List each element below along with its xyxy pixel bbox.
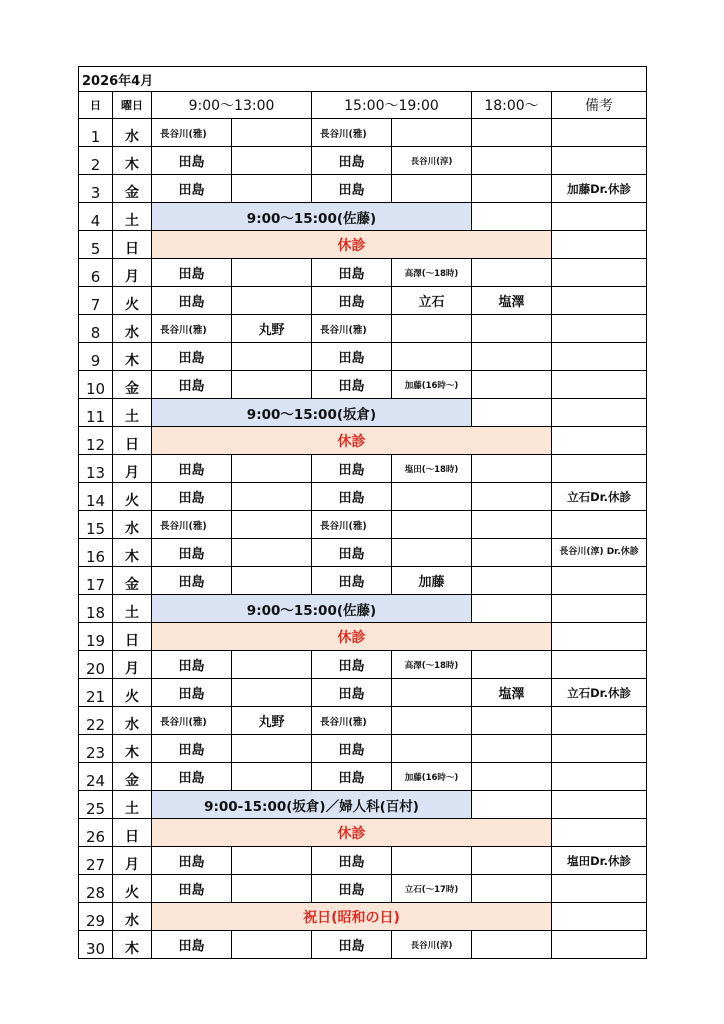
note [552, 399, 647, 427]
evening-doctor [472, 847, 552, 875]
saturday-band: 9:00-15:00(坂倉)／婦人科(百村) [152, 791, 472, 819]
note: 立石Dr.休診 [552, 679, 647, 707]
day-number: 23 [79, 735, 113, 763]
morning-doctor-1: 長谷川(雅) [152, 707, 232, 735]
weekday: 土 [113, 791, 152, 819]
morning-doctor-1: 長谷川(雅) [152, 315, 232, 343]
evening-doctor [472, 119, 552, 147]
morning-doctor-1: 長谷川(雅) [152, 511, 232, 539]
morning-doctor-1: 田島 [152, 875, 232, 903]
note [552, 567, 647, 595]
note [552, 371, 647, 399]
day-number: 10 [79, 371, 113, 399]
note [552, 707, 647, 735]
day-number: 25 [79, 791, 113, 819]
afternoon-doctor-2: 高澤(～18時) [392, 259, 472, 287]
afternoon-doctor-2 [392, 343, 472, 371]
morning-doctor-2 [232, 343, 312, 371]
afternoon-doctor-2: 長谷川(淳) [392, 931, 472, 959]
day-row [79, 399, 647, 427]
day-row [79, 539, 647, 567]
afternoon-doctor-2 [392, 119, 472, 147]
closed-band: 休診 [152, 427, 552, 455]
day-row [79, 735, 647, 763]
afternoon-doctor-2 [392, 511, 472, 539]
note [552, 511, 647, 539]
afternoon-doctor-1: 田島 [312, 483, 392, 511]
day-row [79, 567, 647, 595]
afternoon-doctor-2: 高澤(～18時) [392, 651, 472, 679]
afternoon-doctor-2 [392, 735, 472, 763]
morning-doctor-2 [232, 651, 312, 679]
evening-doctor [472, 875, 552, 903]
day-row [79, 651, 647, 679]
note [552, 231, 647, 259]
day-row [79, 623, 647, 651]
day-number: 6 [79, 259, 113, 287]
afternoon-doctor-2 [392, 175, 472, 203]
note [552, 651, 647, 679]
morning-doctor-2 [232, 875, 312, 903]
note [552, 735, 647, 763]
afternoon-doctor-2 [392, 847, 472, 875]
day-number: 7 [79, 287, 113, 315]
closed-band: 休診 [152, 231, 552, 259]
morning-doctor-2 [232, 511, 312, 539]
evening-doctor [472, 763, 552, 791]
morning-doctor-2 [232, 567, 312, 595]
morning-doctor-1: 田島 [152, 763, 232, 791]
afternoon-doctor-2: 立石(～17時) [392, 875, 472, 903]
afternoon-doctor-2: 加藤(16時～) [392, 763, 472, 791]
morning-doctor-2 [232, 735, 312, 763]
header-afternoon: 15:00～19:00 [312, 92, 472, 119]
saturday-band: 9:00～15:00(佐藤) [152, 595, 472, 623]
day-row [79, 343, 647, 371]
morning-doctor-1: 田島 [152, 847, 232, 875]
afternoon-doctor-1: 田島 [312, 567, 392, 595]
day-row [79, 287, 647, 315]
day-number: 24 [79, 763, 113, 791]
day-number: 21 [79, 679, 113, 707]
weekday: 金 [113, 371, 152, 399]
day-number: 29 [79, 903, 113, 931]
day-number: 15 [79, 511, 113, 539]
evening-doctor [472, 147, 552, 175]
closed-band: 休診 [152, 819, 552, 847]
closed-band: 祝日(昭和の日) [152, 903, 552, 931]
weekday: 水 [113, 707, 152, 735]
day-row [79, 791, 647, 819]
day-number: 2 [79, 147, 113, 175]
weekday: 日 [113, 623, 152, 651]
day-row [79, 763, 647, 791]
day-row [79, 847, 647, 875]
day-row [79, 147, 647, 175]
weekday: 月 [113, 259, 152, 287]
day-number: 1 [79, 119, 113, 147]
weekday: 土 [113, 399, 152, 427]
weekday: 水 [113, 903, 152, 931]
evening-doctor [472, 315, 552, 343]
afternoon-doctor-1: 長谷川(雅) [312, 511, 392, 539]
morning-doctor-2 [232, 539, 312, 567]
note: 加藤Dr.休診 [552, 175, 647, 203]
afternoon-doctor-1: 田島 [312, 679, 392, 707]
afternoon-doctor-1: 長谷川(雅) [312, 119, 392, 147]
morning-doctor-2: 丸野 [232, 707, 312, 735]
header-day: 日 [79, 92, 113, 119]
note: 長谷川(淳) Dr.休診 [552, 539, 647, 567]
evening-doctor [472, 539, 552, 567]
closed-band: 休診 [152, 623, 552, 651]
morning-doctor-2 [232, 455, 312, 483]
weekday: 火 [113, 679, 152, 707]
day-number: 5 [79, 231, 113, 259]
weekday: 水 [113, 119, 152, 147]
afternoon-doctor-2 [392, 679, 472, 707]
evening-doctor: 塩澤 [472, 679, 552, 707]
month-title: 2026年4月 [79, 67, 647, 92]
note [552, 259, 647, 287]
afternoon-doctor-2: 立石 [392, 287, 472, 315]
note [552, 595, 647, 623]
morning-doctor-2 [232, 679, 312, 707]
evening-doctor [472, 203, 552, 231]
note: 塩田Dr.休診 [552, 847, 647, 875]
note [552, 427, 647, 455]
morning-doctor-2 [232, 287, 312, 315]
weekday: 火 [113, 287, 152, 315]
morning-doctor-1: 田島 [152, 931, 232, 959]
schedule-table [78, 66, 647, 959]
weekday: 日 [113, 231, 152, 259]
note [552, 287, 647, 315]
note [552, 875, 647, 903]
weekday: 月 [113, 651, 152, 679]
morning-doctor-2 [232, 147, 312, 175]
day-row [79, 427, 647, 455]
day-row [79, 119, 647, 147]
weekday: 水 [113, 511, 152, 539]
weekday: 日 [113, 819, 152, 847]
morning-doctor-1: 田島 [152, 259, 232, 287]
day-number: 16 [79, 539, 113, 567]
day-number: 20 [79, 651, 113, 679]
day-number: 11 [79, 399, 113, 427]
day-number: 19 [79, 623, 113, 651]
note [552, 315, 647, 343]
note [552, 147, 647, 175]
day-row [79, 511, 647, 539]
day-row [79, 455, 647, 483]
morning-doctor-1: 田島 [152, 483, 232, 511]
morning-doctor-1: 田島 [152, 147, 232, 175]
weekday: 木 [113, 931, 152, 959]
day-number: 12 [79, 427, 113, 455]
afternoon-doctor-1: 田島 [312, 147, 392, 175]
afternoon-doctor-1: 田島 [312, 875, 392, 903]
weekday: 金 [113, 763, 152, 791]
day-number: 28 [79, 875, 113, 903]
day-number: 30 [79, 931, 113, 959]
note [552, 763, 647, 791]
note [552, 903, 647, 931]
afternoon-doctor-2: 長谷川(淳) [392, 147, 472, 175]
morning-doctor-1: 田島 [152, 175, 232, 203]
afternoon-doctor-1: 田島 [312, 371, 392, 399]
afternoon-doctor-1: 田島 [312, 539, 392, 567]
morning-doctor-2 [232, 483, 312, 511]
note [552, 791, 647, 819]
afternoon-doctor-1: 田島 [312, 259, 392, 287]
morning-doctor-2 [232, 763, 312, 791]
day-number: 14 [79, 483, 113, 511]
evening-doctor [472, 511, 552, 539]
header-weekday: 曜日 [113, 92, 152, 119]
evening-doctor [472, 567, 552, 595]
morning-doctor-2 [232, 119, 312, 147]
morning-doctor-1: 田島 [152, 735, 232, 763]
afternoon-doctor-1: 田島 [312, 343, 392, 371]
day-number: 18 [79, 595, 113, 623]
day-row [79, 315, 647, 343]
afternoon-doctor-1: 長谷川(雅) [312, 315, 392, 343]
evening-doctor [472, 343, 552, 371]
weekday: 金 [113, 567, 152, 595]
afternoon-doctor-2 [392, 483, 472, 511]
afternoon-doctor-2: 塩田(～18時) [392, 455, 472, 483]
morning-doctor-1: 田島 [152, 679, 232, 707]
day-row [79, 259, 647, 287]
day-number: 27 [79, 847, 113, 875]
afternoon-doctor-1: 田島 [312, 847, 392, 875]
day-row [79, 819, 647, 847]
morning-doctor-1: 長谷川(雅) [152, 119, 232, 147]
morning-doctor-1: 田島 [152, 567, 232, 595]
day-number: 17 [79, 567, 113, 595]
day-number: 8 [79, 315, 113, 343]
afternoon-doctor-1: 田島 [312, 763, 392, 791]
afternoon-doctor-2 [392, 707, 472, 735]
afternoon-doctor-2: 加藤 [392, 567, 472, 595]
saturday-band: 9:00～15:00(坂倉) [152, 399, 472, 427]
day-row [79, 679, 647, 707]
afternoon-doctor-1: 田島 [312, 651, 392, 679]
weekday: 木 [113, 539, 152, 567]
day-row [79, 707, 647, 735]
afternoon-doctor-2: 加藤(16時～) [392, 371, 472, 399]
day-number: 9 [79, 343, 113, 371]
weekday: 火 [113, 483, 152, 511]
weekday: 土 [113, 595, 152, 623]
saturday-band: 9:00～15:00(佐藤) [152, 203, 472, 231]
weekday: 月 [113, 847, 152, 875]
afternoon-doctor-2 [392, 315, 472, 343]
day-number: 26 [79, 819, 113, 847]
evening-doctor [472, 707, 552, 735]
note [552, 455, 647, 483]
day-row [79, 903, 647, 931]
day-row [79, 175, 647, 203]
evening-doctor [472, 455, 552, 483]
note: 立石Dr.休診 [552, 483, 647, 511]
note [552, 119, 647, 147]
note [552, 203, 647, 231]
morning-doctor-1: 田島 [152, 455, 232, 483]
evening-doctor [472, 931, 552, 959]
evening-doctor [472, 483, 552, 511]
day-number: 22 [79, 707, 113, 735]
afternoon-doctor-1: 田島 [312, 287, 392, 315]
day-number: 3 [79, 175, 113, 203]
evening-doctor [472, 651, 552, 679]
evening-doctor [472, 791, 552, 819]
morning-doctor-2 [232, 371, 312, 399]
weekday: 木 [113, 735, 152, 763]
morning-doctor-1: 田島 [152, 539, 232, 567]
morning-doctor-1: 田島 [152, 287, 232, 315]
morning-doctor-2 [232, 259, 312, 287]
morning-doctor-2 [232, 847, 312, 875]
weekday: 木 [113, 343, 152, 371]
day-row [79, 931, 647, 959]
evening-doctor [472, 399, 552, 427]
afternoon-doctor-1: 田島 [312, 735, 392, 763]
afternoon-doctor-1: 田島 [312, 455, 392, 483]
day-row [79, 231, 647, 259]
evening-doctor: 塩澤 [472, 287, 552, 315]
morning-doctor-2: 丸野 [232, 315, 312, 343]
day-row [79, 203, 647, 231]
day-row [79, 875, 647, 903]
weekday: 水 [113, 315, 152, 343]
morning-doctor-1: 田島 [152, 371, 232, 399]
evening-doctor [472, 595, 552, 623]
day-row [79, 483, 647, 511]
weekday: 土 [113, 203, 152, 231]
afternoon-doctor-1: 田島 [312, 175, 392, 203]
note [552, 623, 647, 651]
afternoon-doctor-1: 長谷川(雅) [312, 707, 392, 735]
day-number: 13 [79, 455, 113, 483]
day-row [79, 371, 647, 399]
morning-doctor-1: 田島 [152, 343, 232, 371]
afternoon-doctor-1: 田島 [312, 931, 392, 959]
afternoon-doctor-2 [392, 539, 472, 567]
morning-doctor-1: 田島 [152, 651, 232, 679]
day-number: 4 [79, 203, 113, 231]
morning-doctor-2 [232, 931, 312, 959]
evening-doctor [472, 259, 552, 287]
evening-doctor [472, 371, 552, 399]
header-evening: 18:00～ [472, 92, 552, 119]
header-morning: 9:00～13:00 [152, 92, 312, 119]
morning-doctor-2 [232, 175, 312, 203]
note [552, 931, 647, 959]
note [552, 343, 647, 371]
note [552, 819, 647, 847]
weekday: 木 [113, 147, 152, 175]
weekday: 火 [113, 875, 152, 903]
weekday: 金 [113, 175, 152, 203]
weekday: 日 [113, 427, 152, 455]
evening-doctor [472, 735, 552, 763]
evening-doctor [472, 175, 552, 203]
header-notes: 備考 [552, 92, 647, 119]
day-row [79, 595, 647, 623]
weekday: 月 [113, 455, 152, 483]
